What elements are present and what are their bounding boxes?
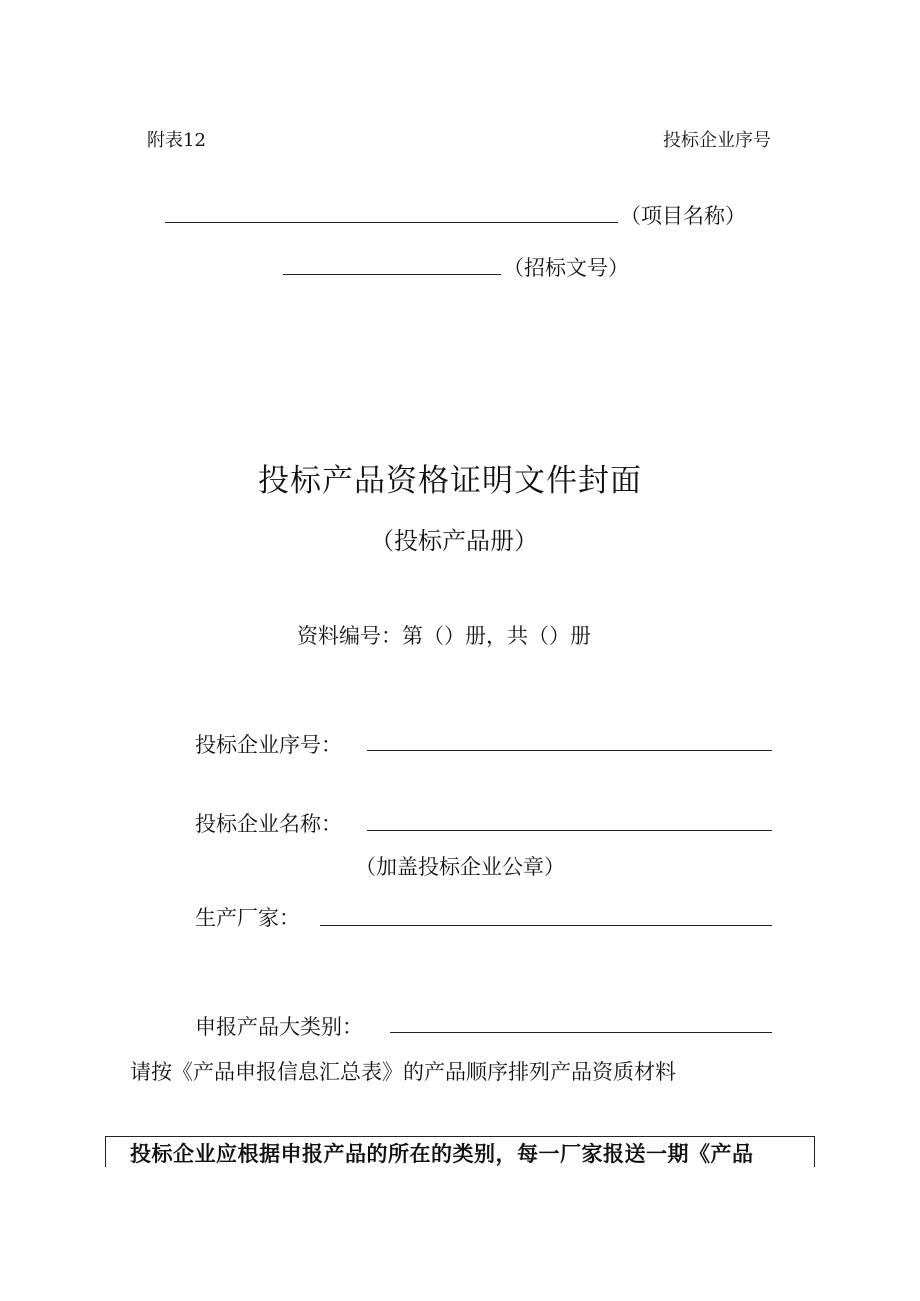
instruction-text: 请按《产品申报信息汇总表》的产品顺序排列产品资质材料	[130, 1060, 676, 1084]
attachment-label: 附表12	[147, 130, 206, 151]
product-category-line	[390, 1032, 772, 1033]
manufacturer-line	[320, 925, 772, 926]
volume-info: 资料编号：第（）册，共（）册	[297, 624, 591, 648]
note-text: 投标企业应根据申报产品的所在的类别，每一厂家报送一期《产品	[130, 1141, 754, 1166]
page-title: 投标产品资格证明文件封面	[258, 463, 642, 499]
project-name-line	[165, 222, 618, 223]
bidder-name-field-label: 投标企业名称：	[195, 812, 342, 836]
bidder-serial-field-label: 投标企业序号：	[195, 733, 342, 757]
manufacturer-field-label: 生产厂家：	[195, 906, 300, 930]
tender-no-label: （招标文号）	[503, 256, 629, 280]
tender-no-line	[283, 274, 501, 275]
product-category-field-label: 申报产品大类别：	[195, 1015, 363, 1039]
project-name-label: （项目名称）	[620, 204, 746, 228]
bidder-serial-line	[367, 750, 772, 751]
bidder-serial-header: 投标企业序号	[663, 130, 771, 151]
bidder-name-line	[367, 830, 772, 831]
page-subtitle: （投标产品册）	[370, 527, 538, 555]
seal-note: （加盖投标企业公章）	[355, 855, 565, 879]
